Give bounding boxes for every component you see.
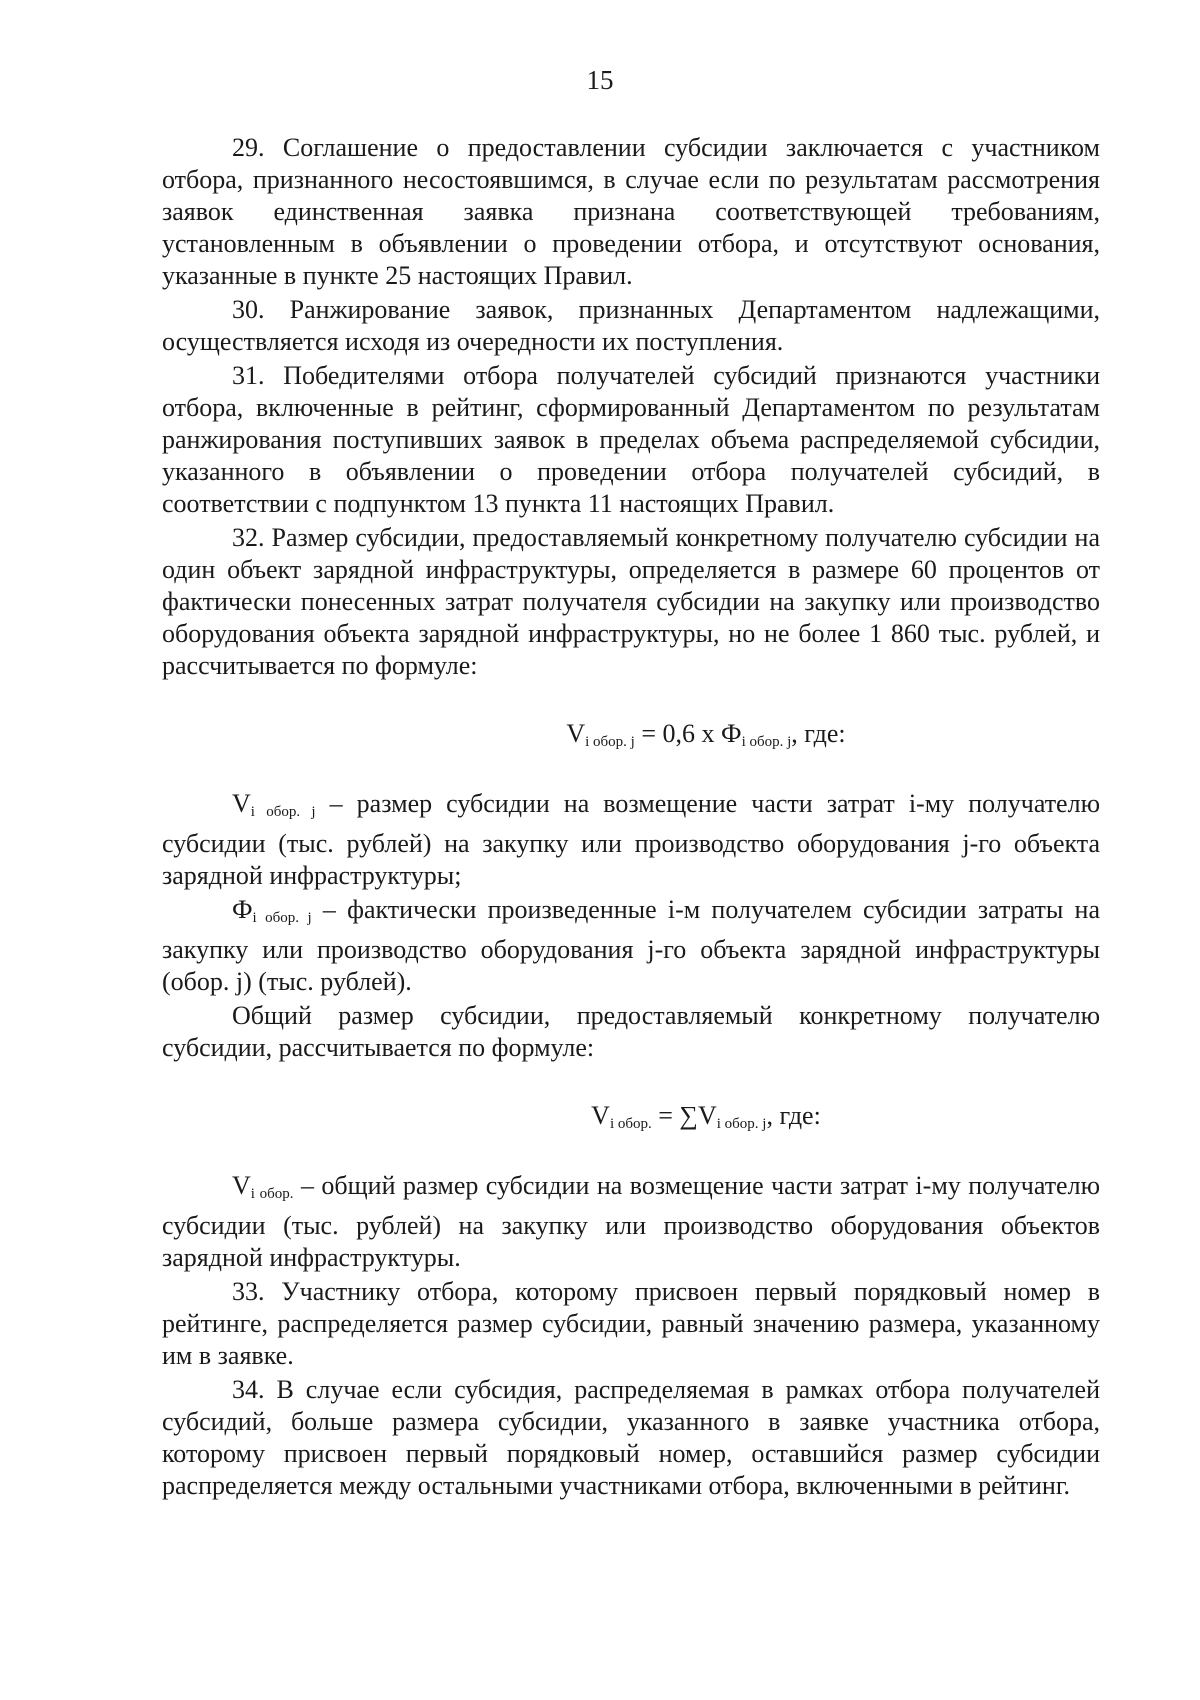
- definition-v-total: [162, 1170, 1100, 1274]
- formula-tail: , где:: [766, 1101, 821, 1130]
- definition-text: – фактически произведенные i-м получателем субсидии затраты на закупку или производство оборудования j-го объекта зарядной инфраструктуры (обор. j) (тыс. рублей).: [162, 895, 1101, 996]
- definition-subscript: i обор. j: [250, 804, 316, 820]
- formula-v-symbol: V: [566, 719, 586, 748]
- paragraph-31: 31. Победителями отбора получателей субсидий признаются участники отбора, включенные в рейтинг, сформированный Департаментом по результатам ранжирования поступивших заявок в пределах объема распределяемой субсидии, указанного в объявлении о проведении отбора получателей субсидий, в соответствии с подпунктом 13 пункта 11 настоящих Правил.: [162, 361, 1100, 518]
- definition-v-object: [162, 788, 1100, 892]
- definition-f-object: [162, 894, 1100, 998]
- document-body: [162, 132, 1100, 1502]
- formula-v-subscript: i обор.: [609, 1116, 652, 1132]
- definition-symbol: Ф: [232, 895, 253, 924]
- page-number: 15: [586, 65, 614, 95]
- definition-text: – общий размер субсидии на возмещение части затрат i-му получателю субсидии (тыс. рублей) на закупку или производство оборудования объектов зарядной инфраструктуры.: [162, 1171, 1100, 1272]
- definition-text: – размер субсидии на возмещение части затрат i-му получателю субсидии (тыс. рублей) на закупку или производство оборудования j-го объекта зарядной инфраструктуры;: [162, 789, 1101, 890]
- paragraph-29: 29. Соглашение о предоставлении субсидии заключается с участником отбора, признанного несостоявшимся, в случае если по результатам рассмотрения заявок единственная заявка признана соответствующей требованиям, установленным в объявлении о проведении отбора, и отсутствуют основания, указанные в пункте 25 настоящих Правил.: [162, 133, 1100, 290]
- formula-sum-subscript: i обор. j: [716, 1116, 767, 1132]
- definition-subscript: i обор. j: [252, 910, 312, 926]
- definition-subscript: i обор.: [250, 1186, 294, 1202]
- paragraph-32: 32. Размер субсидии, предоставляемый конкретному получателю субсидии на один объект зарядной инфраструктуры, определяется в размере 60 процентов от фактически понесенных затрат получателя субсидии на закупку или производство оборудования объекта зарядной инфраструктуры, но не более 1 860 тыс. рублей, и рассчитывается по формуле:: [162, 523, 1100, 680]
- formula-total-subsidy: [162, 1100, 1100, 1140]
- formula-v-subscript: i обор. j: [585, 734, 635, 750]
- formula-tail: , где:: [791, 719, 846, 748]
- formula-middle: = 0,6 х Ф: [634, 719, 742, 748]
- formula-f-subscript: i обор. j: [741, 734, 792, 750]
- definition-symbol: V: [232, 789, 251, 818]
- paragraph-total-size: Общий размер субсидии, предоставляемый конкретному получателю субсидии, рассчитывается по формуле:: [162, 1001, 1100, 1062]
- formula-subsidy-per-object: [162, 718, 1100, 758]
- definition-symbol: V: [232, 1171, 251, 1200]
- formula-middle: = ∑V: [651, 1101, 717, 1130]
- paragraph-34: 34. В случае если субсидия, распределяемая в рамках отбора получателей субсидий, больше размера субсидии, указанного в заявке участника отбора, которому присвоен первый порядковый номер, оставшийся размер субсидии распределяется между остальными участниками отбора, включенными в рейтинг.: [162, 1375, 1100, 1500]
- formula-v-symbol: V: [591, 1101, 610, 1130]
- paragraph-30: 30. Ранжирование заявок, признанных Департаментом надлежащими, осуществляется исходя из очередности их поступления.: [162, 295, 1100, 356]
- paragraph-33: 33. Участнику отбора, которому присвоен первый порядковый номер в рейтинге, распределяется размер субсидии, равный значению размера, указанному им в заявке.: [162, 1277, 1100, 1370]
